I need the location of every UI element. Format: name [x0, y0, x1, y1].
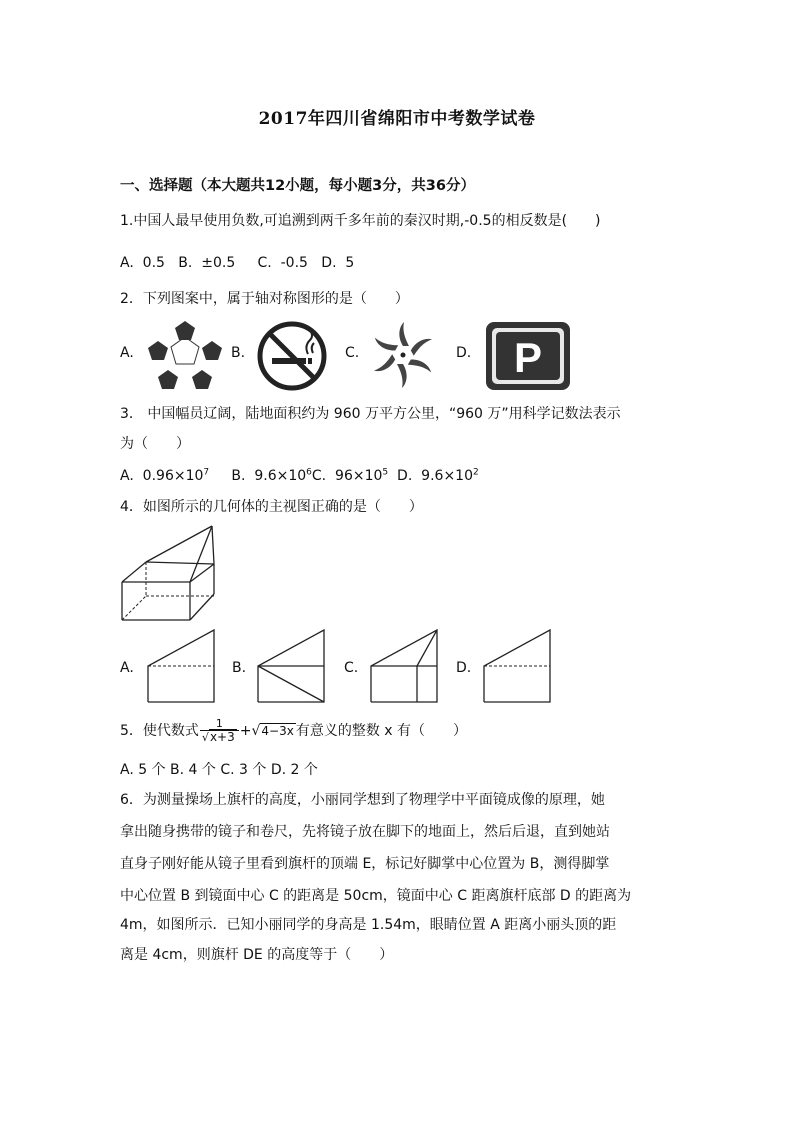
q5-fraction-den: √x+3	[201, 730, 235, 744]
question-6-line-1: 6．为测量操场上旗杆的高度，小丽同学想到了物理学中平面镜成像的原理，她	[120, 792, 605, 808]
question-6-line-5: 4m，如图所示．已知小丽同学的身高是 1.54m，眼睛位置 A 距离小丽头顶的距	[120, 917, 617, 933]
q4-view-c	[369, 628, 439, 704]
q4-label-b: B.	[232, 660, 247, 676]
q3-option-a-exp: 7	[203, 467, 210, 478]
question-3-cont: 为（ ）	[120, 436, 190, 452]
question-6-line-2: 拿出随身携带的镜子和卷尺，先将镜子放在脚下的地面上，然后后退，直到她站	[120, 824, 610, 840]
question-3-options	[120, 466, 479, 486]
pentagon-pattern-icon	[144, 319, 226, 391]
q4-view-b	[256, 628, 326, 704]
q3-option-a: A. 0.96×10	[120, 468, 204, 484]
question-4: 4．如图所示的几何体的主视图正确的是（ ）	[120, 499, 423, 515]
pinwheel-icon	[368, 320, 438, 390]
parking-sign-icon	[484, 320, 572, 392]
q3-option-d: D. 9.6×10	[397, 468, 473, 484]
solid-figure-diagram	[118, 524, 218, 624]
q3-option-c-exp: 5	[382, 467, 389, 478]
q3-option-b-exp: 6	[306, 467, 312, 478]
q5-fraction	[200, 718, 239, 744]
q4-view-d	[482, 628, 552, 704]
question-3: 3． 中国幅员辽阔，陆地面积约为 960 万平方公里，“960 万”用科学记数法表示	[120, 406, 621, 422]
q5-prefix: 5．使代数式	[120, 723, 199, 739]
question-5-options: A. 5 个 B. 4 个 C. 3 个 D. 2 个	[120, 762, 318, 778]
q3-option-c: C. 96×10	[311, 468, 383, 484]
section-heading: 一、选择题（本大题共12小题，每小题3分，共36分）	[120, 178, 475, 194]
no-smoking-icon	[256, 320, 328, 392]
question-6-line-4: 中心位置 B 到镜面中心 C 的距离是 50cm，镜面中心 C 距离旗杆底部 D 的距离为	[120, 888, 632, 904]
q4-label-a: A.	[120, 660, 134, 676]
question-1: 1.中国人最早使用负数,可追溯到两千多年前的秦汉时期,-0.5的相反数是( )	[120, 213, 601, 229]
question-6-line-3: 直身子刚好能从镜子里看到旗杆的顶端 E，标记好脚掌中心位置为 B，测得脚掌	[120, 856, 610, 872]
question-6-line-6: 离是 4cm，则旗杆 DE 的高度等于（ ）	[120, 947, 394, 963]
q4-label-d: D.	[456, 660, 472, 676]
q3-option-b: B. 9.6×10	[231, 468, 307, 484]
q2-label-a: A.	[120, 345, 134, 361]
question-1-options: A. 0.5 B. ±0.5 C. -0.5 D. 5	[120, 255, 355, 271]
question-2: 2．下列图案中，属于轴对称图形的是（ ）	[120, 291, 409, 307]
q2-label-b: B.	[231, 345, 246, 361]
question-5: 5．使代数式 $\frac{1}{√x+3}$ +√4−3x 有意义的整数 x 有（ ）	[120, 717, 468, 744]
q4-view-a	[146, 628, 216, 704]
q5-suffix: 有意义的整数 x 有（ ）	[295, 723, 468, 739]
q5-sqrt: 4−3x	[261, 724, 294, 738]
q2-label-d: D.	[456, 345, 472, 361]
q4-label-c: C.	[344, 660, 359, 676]
parking-letter: P	[513, 334, 543, 381]
q5-plus: +	[239, 723, 252, 739]
q2-label-c: C.	[345, 345, 360, 361]
q5-fraction-num: 1	[200, 718, 239, 731]
page-title: 2017年四川省绵阳市中考数学试卷	[258, 109, 536, 129]
q3-option-d-exp: 2	[473, 467, 479, 478]
